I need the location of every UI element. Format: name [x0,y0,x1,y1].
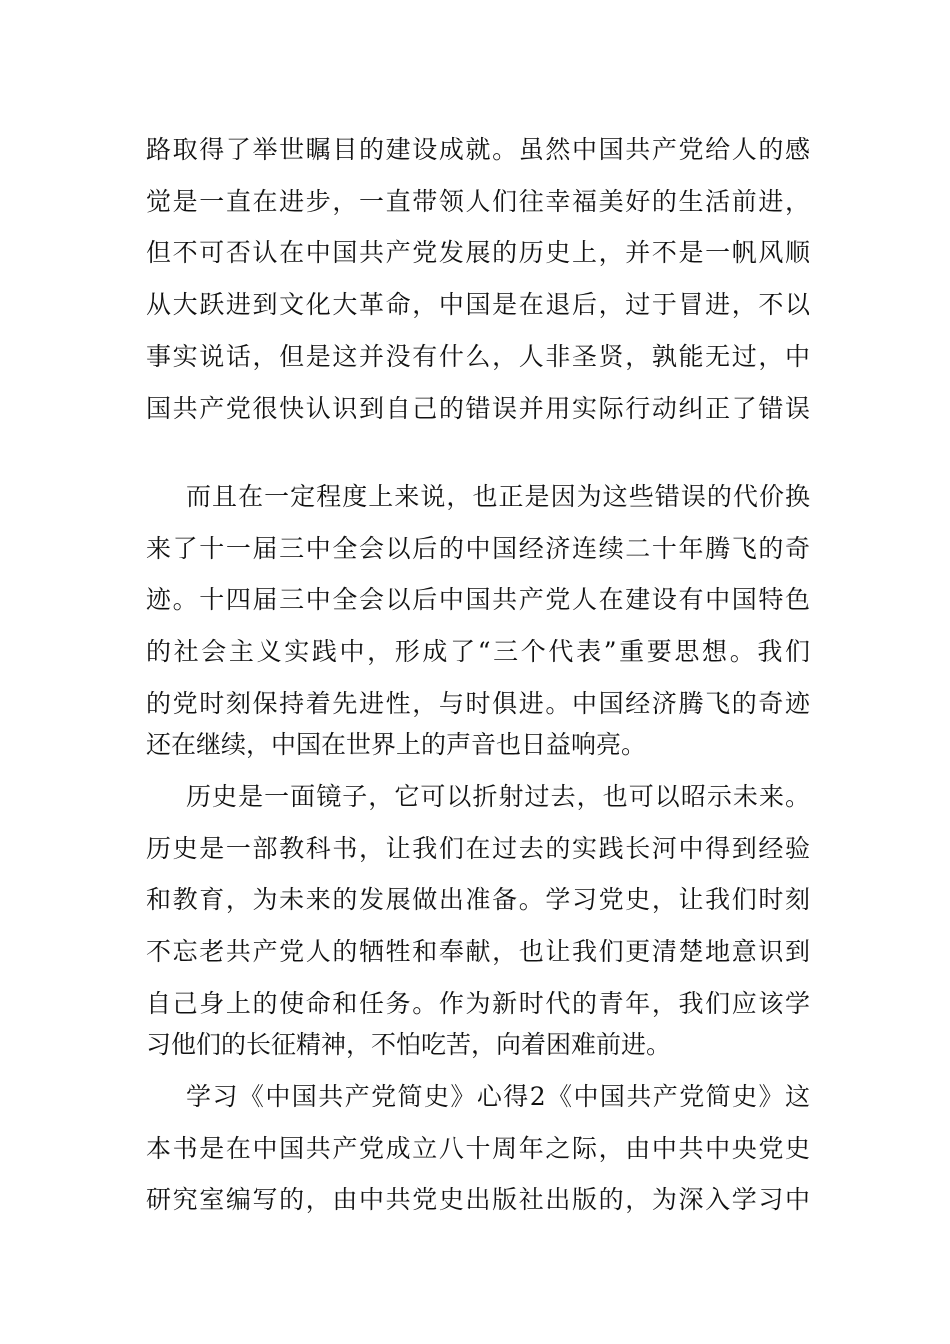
paragraph-1-line-5: 事实说话，但是这并没有什么，人非圣贤，孰能无过，中 [146,342,810,371]
paragraph-2-line-3: 迹。十四届三中全会以后中国共产党人在建设有中国特色 [146,585,810,614]
paragraph-1-line-1: 路取得了举世瞩目的建设成就。虽然中国共产党给人的感 [146,135,810,164]
paragraph-2-line-6: 还在继续，中国在世界上的声音也日益响亮。 [146,730,647,759]
paragraph-1-line-3: 但不可否认在中国共产党发展的历史上，并不是一帆风顺 [146,238,810,267]
paragraph-1-line-4: 从大跃进到文化大革命，中国是在退后，过于冒进，不以 [146,290,810,319]
paragraph-1-line-2: 觉是一直在进步，一直带领人们往幸福美好的生活前进， [146,187,810,216]
paragraph-3-line-3: 和教育，为未来的发展做出准备。学习党史，让我们时刻 [146,885,810,914]
paragraph-2-line-1: 而且在一定程度上来说，也正是因为这些错误的代价换 [186,482,810,511]
paragraph-3-line-5: 自己身上的使命和任务。作为新时代的青年，我们应该学 [146,989,810,1018]
paragraph-2-line-5: 的党时刻保持着先进性，与时俱进。中国经济腾飞的奇迹 [146,689,810,718]
paragraph-2-line-4: 的社会主义实践中，形成了“三个代表”重要思想。我们 [146,637,810,666]
paragraph-1-line-6: 国共产党很快认识到自己的错误并用实际行动纠正了错误 [146,394,810,423]
paragraph-4-line-3: 研究室编写的，由中共党史出版社出版的，为深入学习中 [146,1185,810,1214]
paragraph-2-line-2: 来了十一届三中全会以后的中国经济连续二十年腾飞的奇 [146,534,810,563]
paragraph-3-line-4: 不忘老共产党人的牺牲和奉献，也让我们更清楚地意识到 [146,937,810,966]
paragraph-3-line-2: 历史是一部教科书，让我们在过去的实践长河中得到经验 [146,834,810,863]
paragraph-3-line-1: 历史是一面镜子，它可以折射过去，也可以昭示未来。 [186,782,810,811]
paragraph-4-line-1: 学习《中国共产党简史》心得2《中国共产党简史》这 [186,1082,810,1111]
paragraph-3-line-6: 习他们的长征精神，不怕吃苦，向着困难前进。 [146,1030,672,1059]
paragraph-4-line-2: 本书是在中国共产党成立八十周年之际，由中共中央党史 [146,1134,810,1163]
